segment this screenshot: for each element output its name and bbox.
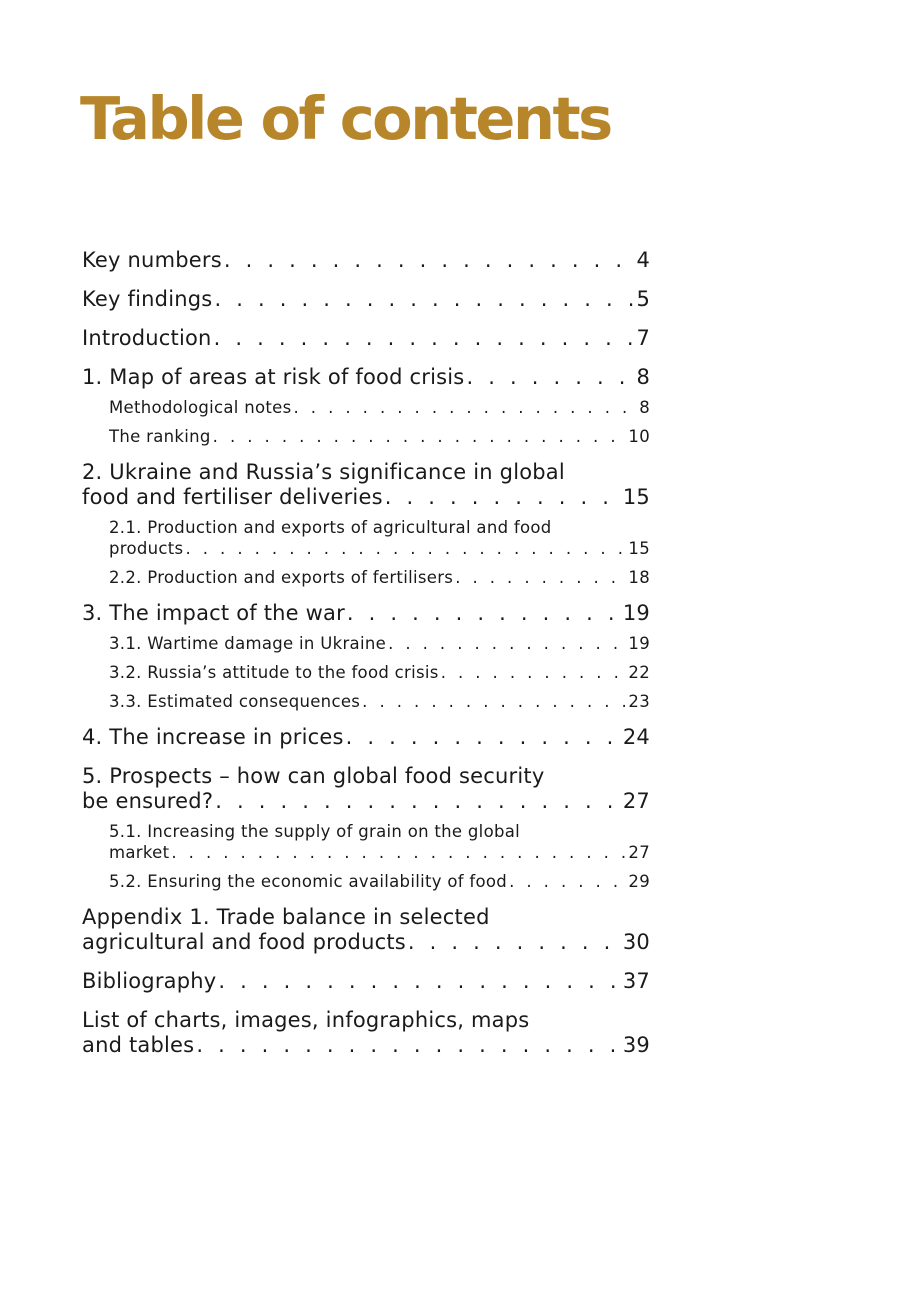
toc-entry[interactable] bbox=[82, 365, 650, 390]
toc-entry[interactable] bbox=[82, 326, 650, 351]
toc-entry-page: 10 bbox=[628, 427, 650, 446]
dot-leader bbox=[360, 691, 628, 712]
toc-entry-title: Key numbers bbox=[82, 248, 222, 272]
toc-entry-title: 3.3. Estimated consequences bbox=[109, 692, 361, 711]
toc-entry-title: Methodological notes bbox=[109, 398, 292, 417]
toc-entry-page: 8 bbox=[639, 398, 650, 417]
toc-entry-title: market bbox=[109, 843, 170, 862]
toc-entry-title-line: 5. Prospects – how can global food security bbox=[82, 764, 545, 788]
dot-leader bbox=[464, 365, 636, 390]
toc-entry-page: 4 bbox=[636, 248, 650, 272]
dot-leader bbox=[213, 789, 623, 814]
toc-entry-page: 37 bbox=[622, 969, 650, 993]
toc-entry-title: The ranking bbox=[109, 427, 211, 446]
toc-entry-title: products bbox=[109, 539, 184, 558]
toc-entry-page: 15 bbox=[628, 539, 650, 558]
toc-entry-title: Bibliography bbox=[82, 969, 217, 993]
toc-entry-page: 7 bbox=[636, 326, 650, 350]
toc-entry-page: 18 bbox=[628, 568, 650, 587]
toc-entry-title: 4. The increase in prices bbox=[82, 725, 344, 749]
toc-entry-title: 1. Map of areas at risk of food crisis bbox=[82, 365, 465, 389]
toc-entry-title: Introduction bbox=[82, 326, 212, 350]
dot-leader bbox=[212, 326, 637, 351]
dot-leader bbox=[183, 538, 628, 559]
toc-entry[interactable] bbox=[82, 601, 650, 626]
toc-entry-page: 5 bbox=[636, 287, 650, 311]
toc-subentry[interactable] bbox=[82, 633, 650, 654]
toc-entry-title: agricultural and food products bbox=[82, 930, 406, 954]
toc-entry[interactable] bbox=[82, 287, 650, 312]
toc-entry[interactable] bbox=[82, 764, 650, 814]
toc-entry-page: 27 bbox=[628, 843, 650, 862]
toc-entry[interactable] bbox=[82, 460, 650, 510]
dot-leader bbox=[386, 633, 628, 654]
toc-entry-page: 19 bbox=[628, 634, 650, 653]
dot-leader bbox=[507, 871, 628, 892]
toc-entry[interactable] bbox=[82, 1008, 650, 1058]
page-title: Table of contents bbox=[80, 84, 611, 153]
toc-entry-page: 30 bbox=[622, 930, 650, 954]
toc-entry[interactable] bbox=[82, 905, 650, 955]
toc-entry-page: 27 bbox=[622, 789, 650, 813]
dot-leader bbox=[453, 567, 628, 588]
toc-subentry[interactable] bbox=[82, 567, 650, 588]
toc-entry-title: be ensured? bbox=[82, 789, 214, 813]
toc-entry-page: 19 bbox=[622, 601, 650, 625]
toc-entry-page: 39 bbox=[622, 1033, 650, 1057]
dot-leader bbox=[212, 287, 636, 312]
toc-entry-title-line: Appendix 1. Trade balance in selected bbox=[82, 905, 490, 929]
toc-entry-page: 22 bbox=[628, 663, 650, 682]
toc-entry-page: 23 bbox=[628, 692, 650, 711]
toc-entry-title-line: 2.1. Production and exports of agricultural and food bbox=[109, 518, 552, 537]
toc-entry-page: 15 bbox=[622, 485, 650, 509]
dot-leader bbox=[194, 1033, 623, 1058]
toc-entry[interactable] bbox=[82, 725, 650, 750]
toc-entry-title: food and fertiliser deliveries bbox=[82, 485, 383, 509]
dot-leader bbox=[169, 842, 628, 863]
toc-entry-page: 24 bbox=[622, 725, 650, 749]
toc-subentry[interactable] bbox=[82, 517, 650, 559]
dot-leader bbox=[292, 397, 640, 418]
toc-subentry[interactable] bbox=[82, 397, 650, 418]
toc-subentry[interactable] bbox=[82, 821, 650, 863]
toc-entry-page: 29 bbox=[628, 872, 650, 891]
toc-entry-title-line: 5.1. Increasing the supply of grain on the global bbox=[109, 822, 521, 841]
dot-leader bbox=[439, 662, 629, 683]
toc-entry[interactable] bbox=[82, 248, 650, 273]
toc-entry[interactable] bbox=[82, 969, 650, 994]
toc-entry-title: 2.2. Production and exports of fertilisers bbox=[109, 568, 454, 587]
dot-leader bbox=[211, 426, 629, 447]
dot-leader bbox=[406, 930, 623, 955]
toc-entry-title-line: List of charts, images, infographics, maps bbox=[82, 1008, 530, 1032]
toc-entry-title: 3. The impact of the war bbox=[82, 601, 345, 625]
toc-subentry[interactable] bbox=[82, 662, 650, 683]
toc-entry-title: 5.2. Ensuring the economic availability of food bbox=[109, 872, 508, 891]
toc-entry-title-line: 2. Ukraine and Russia’s significance in global bbox=[82, 460, 565, 484]
toc-entry-title: and tables bbox=[82, 1033, 195, 1057]
dot-leader bbox=[216, 969, 622, 994]
toc-entry-page: 8 bbox=[636, 365, 650, 389]
toc-subentry[interactable] bbox=[82, 691, 650, 712]
toc-subentry[interactable] bbox=[82, 426, 650, 447]
dot-leader bbox=[345, 601, 623, 626]
dot-leader bbox=[383, 485, 623, 510]
toc-subentry[interactable] bbox=[82, 871, 650, 892]
dot-leader bbox=[344, 725, 623, 750]
toc-entry-title: 3.2. Russia’s attitude to the food crisis bbox=[109, 663, 439, 682]
toc-entry-title: Key findings bbox=[82, 287, 213, 311]
table-of-contents bbox=[82, 242, 650, 1058]
dot-leader bbox=[222, 248, 637, 273]
toc-entry-title: 3.1. Wartime damage in Ukraine bbox=[109, 634, 387, 653]
